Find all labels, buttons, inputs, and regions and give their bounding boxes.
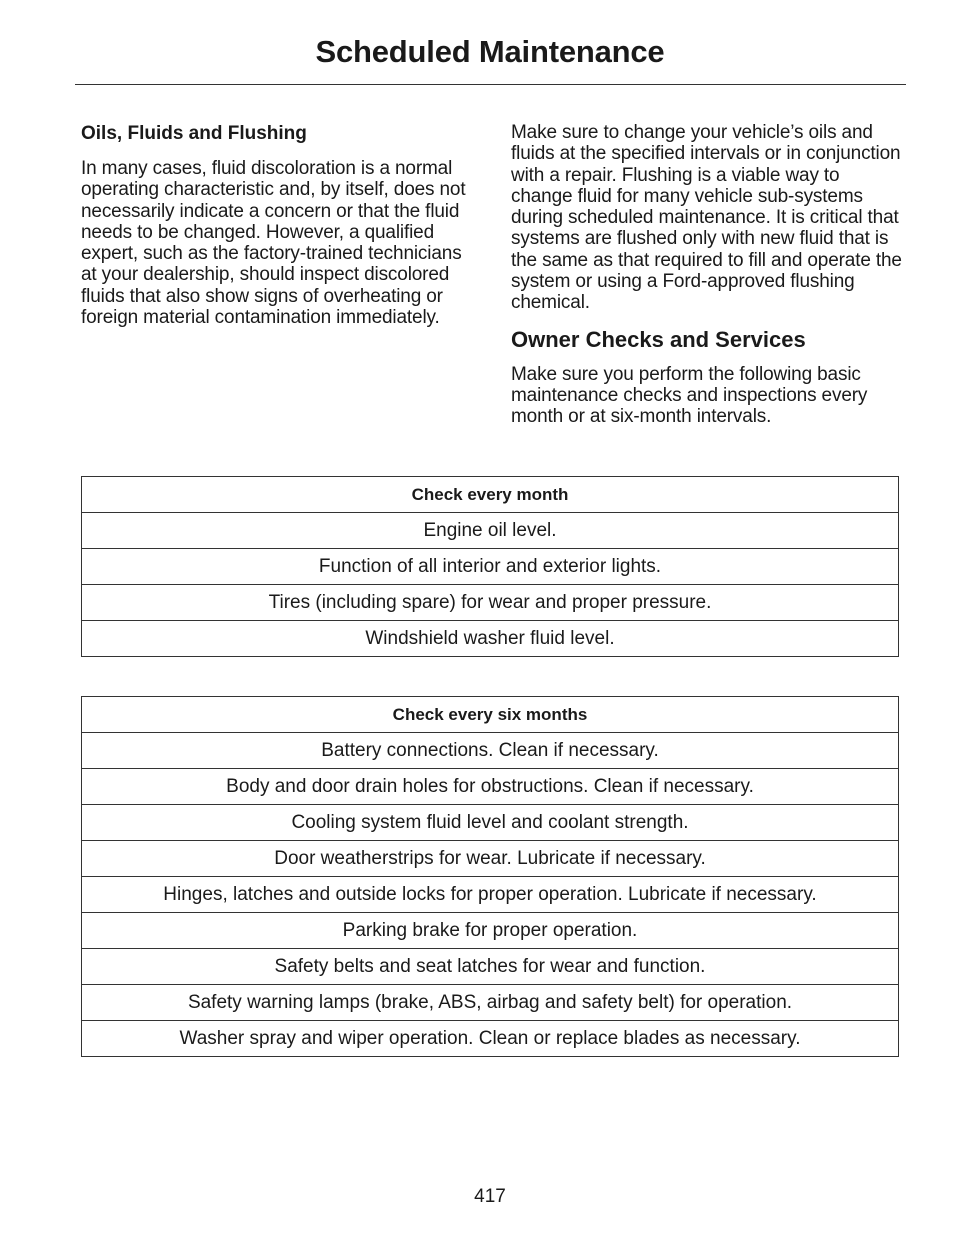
monthly-checks-table: [81, 476, 899, 657]
table-row: [82, 985, 899, 1021]
table-row: [82, 549, 899, 585]
table-cell: Parking brake for proper operation.: [82, 913, 899, 949]
section-heading-oils-fluids: Oils, Fluids and Flushing: [81, 123, 307, 144]
table-cell: Engine oil level.: [82, 513, 899, 549]
table-row: [82, 805, 899, 841]
right-column: [511, 122, 903, 428]
page-title: Scheduled Maintenance: [315, 34, 665, 69]
table-row: [82, 949, 899, 985]
left-column: [81, 122, 473, 328]
flushing-paragraph: Make sure to change your vehicle’s oils and fluids at the specified intervals or in conjunction with a repair. Flushing is a viable way to change fluid for many vehicle sub-systems during scheduled maintenance. It is critical that systems are flushed only with new fluid that is the same as that required to fill and operate the system or using a Ford-approved flushing chemical.: [511, 122, 902, 314]
table-cell: Body and door drain holes for obstructions. Clean if necessary.: [82, 769, 899, 805]
owner-checks-paragraph: Make sure you perform the following basic maintenance checks and inspections every month or at six-month intervals.: [511, 363, 868, 428]
table-row: [82, 913, 899, 949]
table-row: [82, 1021, 899, 1057]
table-cell: Washer spray and wiper operation. Clean or replace blades as necessary.: [82, 1021, 899, 1057]
table-cell: Tires (including spare) for wear and proper pressure.: [82, 585, 899, 621]
table-cell: Battery connections. Clean if necessary.: [82, 733, 899, 769]
title-divider: [75, 84, 906, 85]
table-row: [82, 769, 899, 805]
six-month-checks-table: [81, 696, 899, 1057]
table-row: [82, 733, 899, 769]
table-cell: Windshield washer fluid level.: [82, 621, 899, 657]
table-header-row: [82, 477, 899, 513]
table-row: [82, 513, 899, 549]
oils-fluids-paragraph: In many cases, fluid discoloration is a normal operating characteristic and, by itself, does not necessarily indicate a concern or that the fluid needs to be changed. However, a qualified expert, such as the factory-trained technicians at your dealership, should inspect discolored fluids that also show signs of overheating or foreign material contamination immediately.: [81, 158, 466, 329]
table-cell: Safety warning lamps (brake, ABS, airbag and safety belt) for operation.: [82, 985, 899, 1021]
table-row: [82, 585, 899, 621]
table-cell: Safety belts and seat latches for wear and function.: [82, 949, 899, 985]
table-cell: Function of all interior and exterior lights.: [82, 549, 899, 585]
table-row: [82, 877, 899, 913]
table-cell: Door weatherstrips for wear. Lubricate if necessary.: [82, 841, 899, 877]
table-cell: Cooling system fluid level and coolant strength.: [82, 805, 899, 841]
table-row: [82, 841, 899, 877]
section-heading-owner-checks: Owner Checks and Services: [511, 326, 806, 352]
table-row: [82, 621, 899, 657]
table-header: Check every six months: [82, 697, 899, 733]
table-cell: Hinges, latches and outside locks for proper operation. Lubricate if necessary.: [82, 877, 899, 913]
table-header: Check every month: [82, 477, 899, 513]
table-header-row: [82, 697, 899, 733]
page-number: 417: [474, 1186, 506, 1207]
